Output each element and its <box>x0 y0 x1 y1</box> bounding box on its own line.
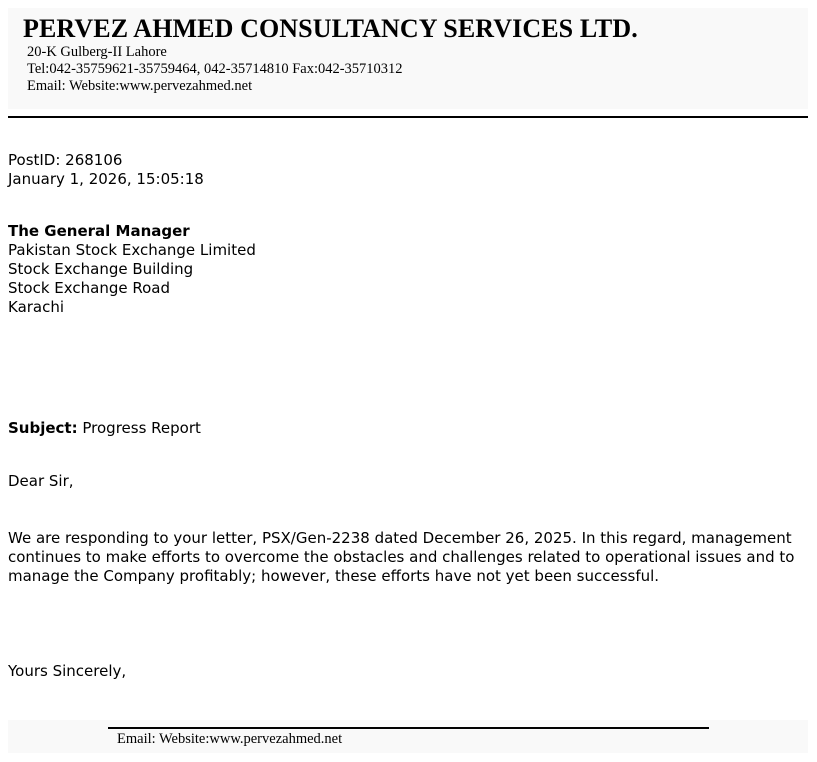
subject-text: Progress Report <box>77 419 201 437</box>
closing: Yours Sincerely, <box>8 662 127 680</box>
salutation: Dear Sir, <box>8 472 74 490</box>
recipient-building: Stock Exchange Building <box>8 260 194 278</box>
post-datetime: January 1, 2026, 15:05:18 <box>8 170 204 188</box>
recipient-road: Stock Exchange Road <box>8 279 170 297</box>
company-name: PERVEZ AHMED CONSULTANCY SERVICES LTD. <box>23 14 638 43</box>
subject-line <box>8 419 201 438</box>
recipient-city: Karachi <box>8 298 65 316</box>
company-address: 20-K Gulberg-II Lahore <box>27 44 167 60</box>
letterhead <box>8 8 808 109</box>
recipient-organization: Pakistan Stock Exchange Limited <box>8 241 256 259</box>
subject-label: Subject: <box>8 419 78 437</box>
company-email-website: Email: Website:www.pervezahmed.net <box>27 78 253 94</box>
footer-divider <box>108 727 709 729</box>
company-phone-fax: Tel:042-35759621-35759464, 042-35714810 Fax:042-35710312 <box>27 61 403 77</box>
footer <box>8 720 808 753</box>
letter-body: We are responding to your letter, PSX/Gen-2238 dated December 26, 2025. In this regard, management continues to make efforts to overcome the obstacles and challenges related to operational issues and to manage the Company profitably; however, these efforts have not yet been successful. <box>8 529 795 585</box>
header-divider <box>8 116 808 118</box>
recipient-title: The General Manager <box>8 222 190 240</box>
post-id: PostID: 268106 <box>8 151 123 169</box>
footer-email-website: Email: Website:www.pervezahmed.net <box>117 731 343 747</box>
